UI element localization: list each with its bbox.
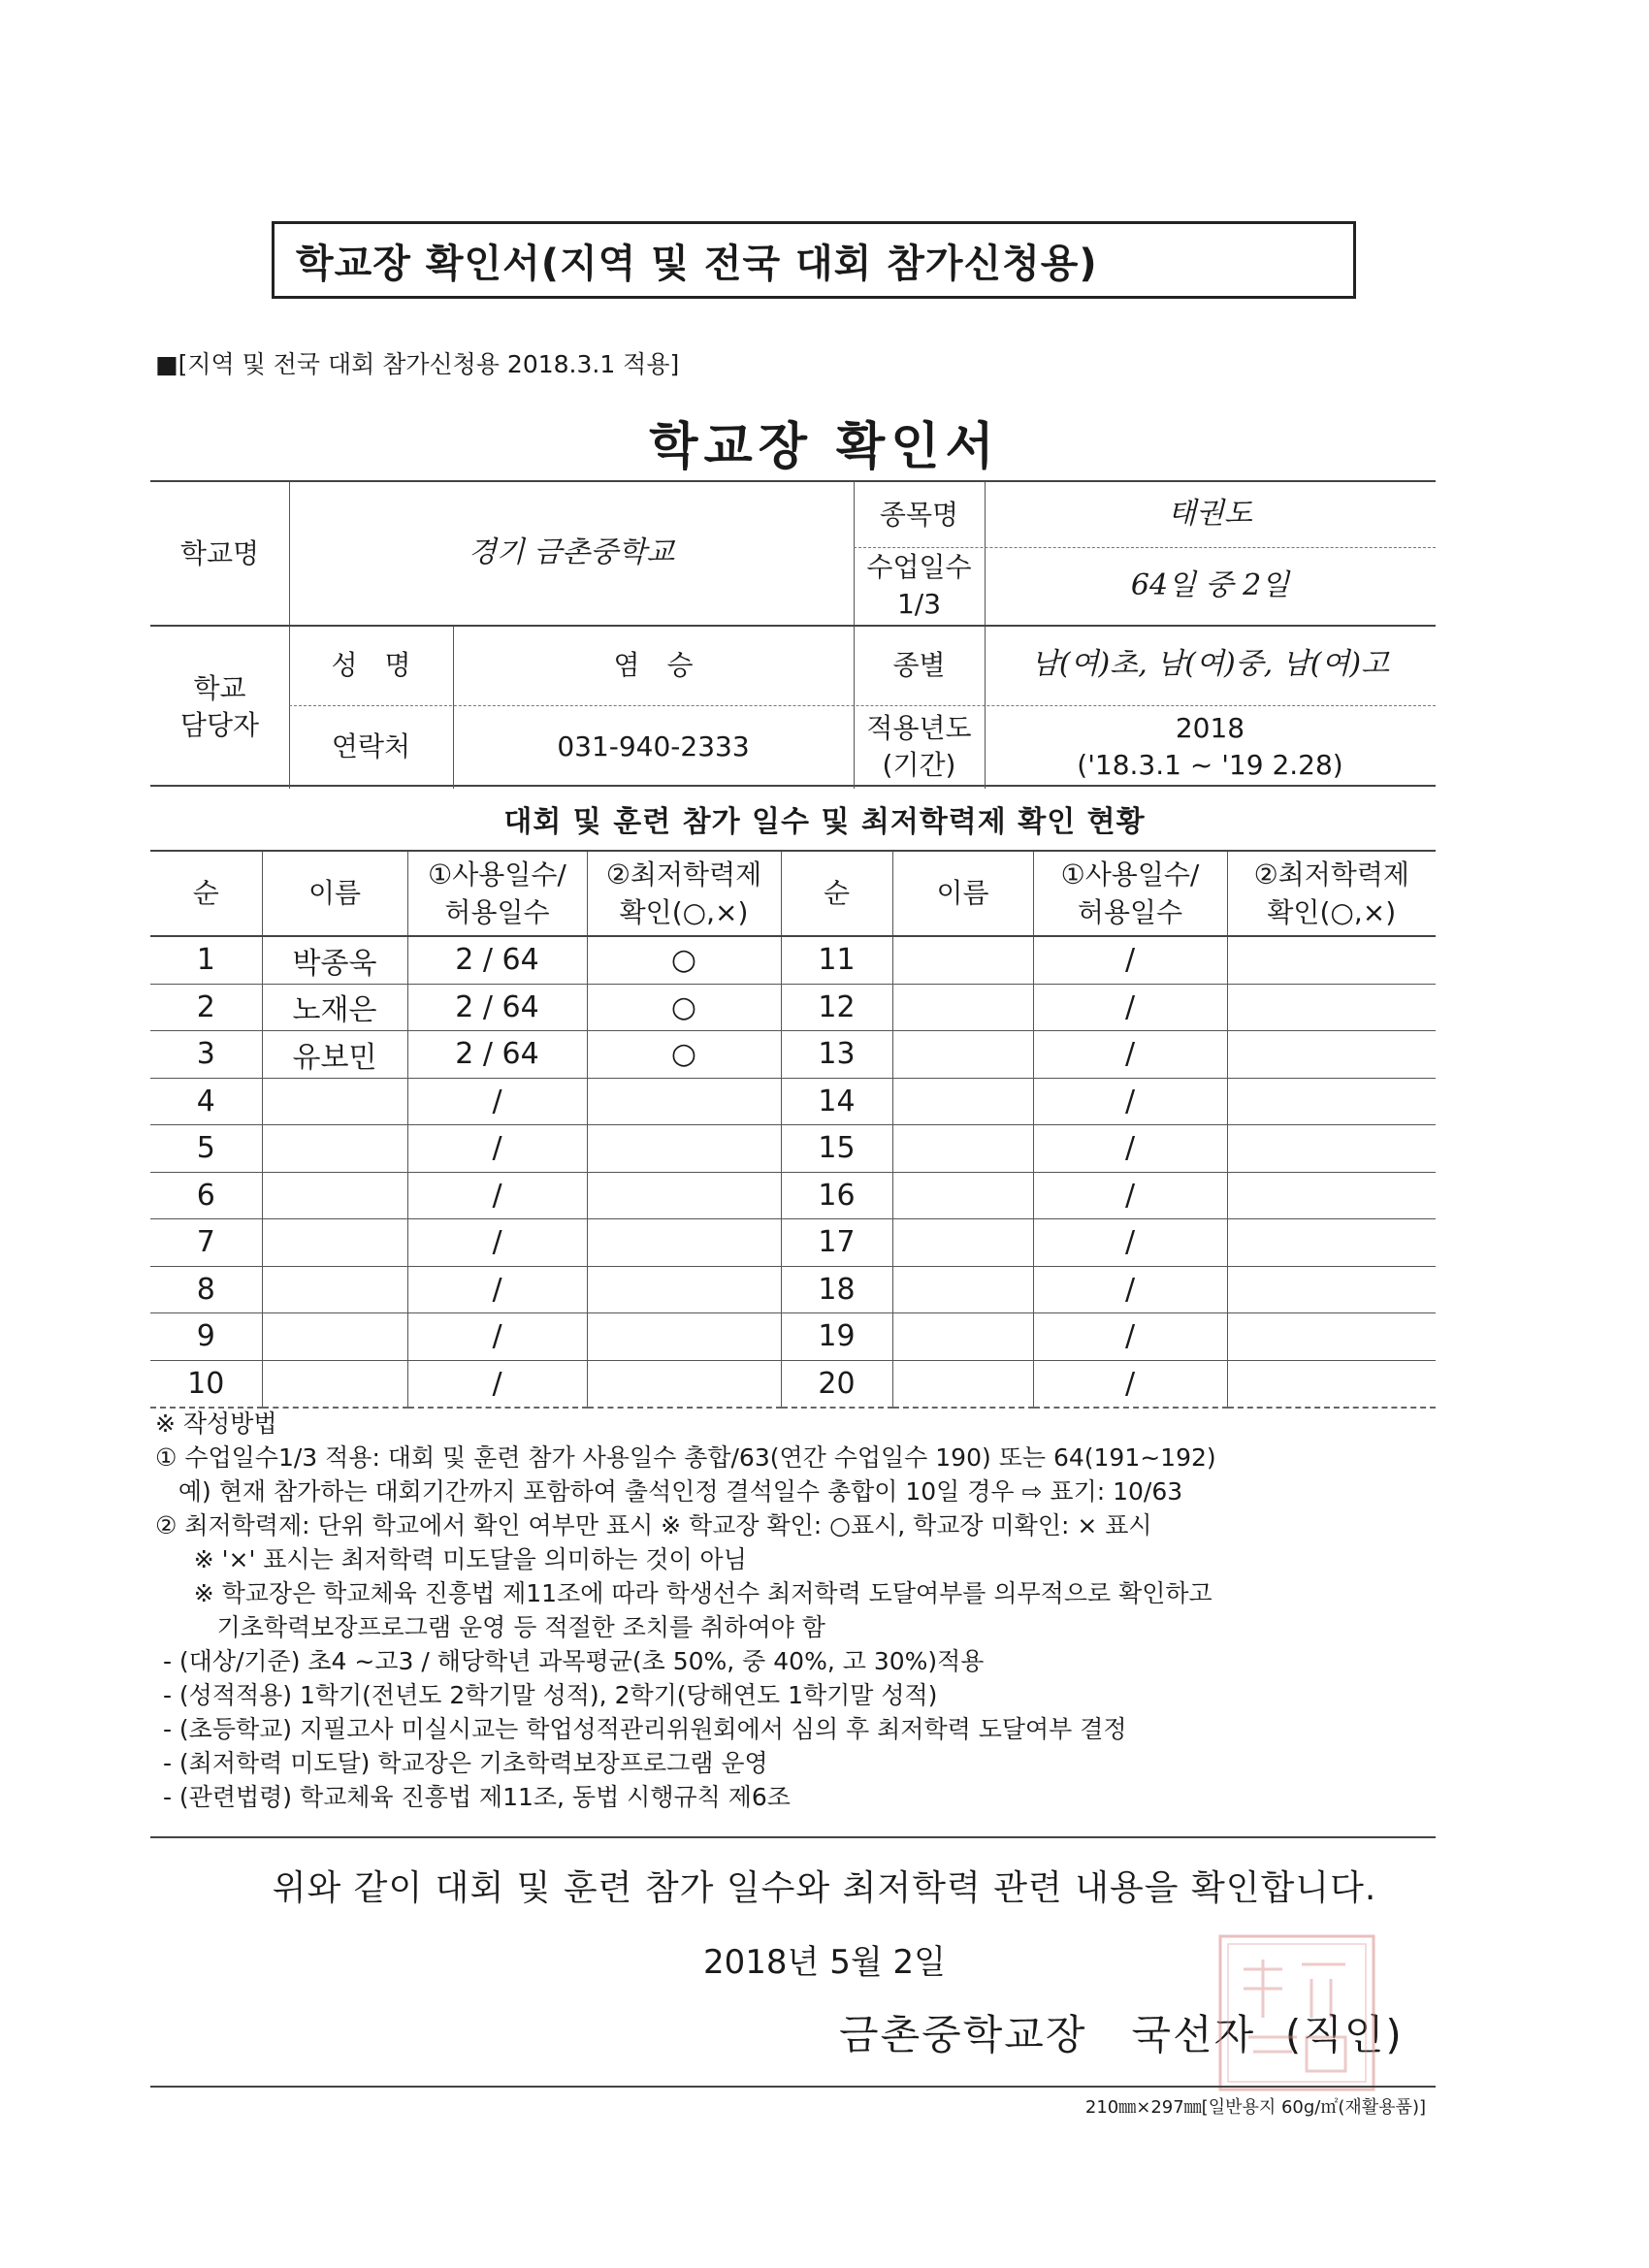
table-row <box>150 1219 1436 1267</box>
student-name <box>262 1266 407 1313</box>
note-line: 예) 현재 참가하는 대회기간까지 포함하여 출석인정 결석일수 총합이 10일 경우 ⇨ 표기: 10/63 <box>155 1477 1183 1506</box>
header-no: 순 <box>781 851 892 936</box>
gender-label: 종별 <box>892 648 946 681</box>
student-name: 유보민 <box>262 1031 407 1079</box>
main-title: 학교장 확인서 <box>649 418 1000 476</box>
row-number: 10 <box>150 1360 262 1408</box>
used-days: / <box>1033 1360 1227 1408</box>
used-days: / <box>1033 1266 1227 1313</box>
header-no: 순 <box>150 851 262 936</box>
note-line: ※ '×' 표시는 최저학력 미도달을 의미하는 것이 아님 <box>155 1545 747 1573</box>
student-name <box>892 1031 1033 1079</box>
row-number: 5 <box>150 1125 262 1173</box>
header-check-line2: 확인(○,×) <box>619 896 749 928</box>
header-used <box>407 851 587 936</box>
note-line: - (성적적용) 1학기(전년도 2학기말 성적), 2학기(당해연도 1학기말 성적) <box>155 1681 938 1709</box>
check-mark <box>1227 984 1436 1031</box>
check-mark <box>1227 1125 1436 1173</box>
student-name <box>262 1172 407 1219</box>
check-mark <box>1227 1266 1436 1313</box>
row-number: 1 <box>150 936 262 984</box>
check-mark <box>1227 1219 1436 1267</box>
year-label-line2: (기간) <box>882 749 956 781</box>
year-value-period: ('18.3.1 ~ '19 2.28) <box>1077 749 1343 781</box>
row-number: 20 <box>781 1360 892 1408</box>
student-name <box>262 1313 407 1361</box>
row-number: 13 <box>781 1031 892 1079</box>
header-name: 이름 <box>892 851 1033 936</box>
check-mark <box>587 1172 781 1219</box>
used-days: 2 / 64 <box>407 936 587 984</box>
manager-label-line2: 담당자 <box>179 708 260 741</box>
row-number: 11 <box>781 936 892 984</box>
manager-label-line1: 학교 <box>193 671 246 704</box>
days-label <box>854 547 985 625</box>
note-line: 기초학력보장프로그램 운영 등 적절한 조치를 취하여야 함 <box>155 1613 825 1641</box>
table-row <box>150 1313 1436 1361</box>
used-days: / <box>1033 1219 1227 1267</box>
row-number: 9 <box>150 1313 262 1361</box>
check-mark <box>587 1313 781 1361</box>
info-table <box>150 480 1436 787</box>
name-label: 성 명 <box>331 648 411 681</box>
contact-value: 031-940-2333 <box>557 730 750 763</box>
check-mark: ○ <box>587 984 781 1031</box>
used-days: / <box>1033 1078 1227 1125</box>
note-line: ② 최저학력제: 단위 학교에서 확인 여부만 표시 ※ 학교장 확인: ○표시, 학교장 미확인: × 표시 <box>155 1511 1152 1539</box>
table-title: 대회 및 훈련 참가 일수 및 최저학력제 확인 현황 <box>503 805 1146 839</box>
signer-line: 금촌중학교장 국선자 (직인) <box>839 2011 1404 2058</box>
table-row <box>150 1266 1436 1313</box>
check-mark: ○ <box>587 1031 781 1079</box>
check-mark: ○ <box>587 936 781 984</box>
note-line: ① 수업일수1/3 적용: 대회 및 훈련 참가 사용일수 총합/63(연간 수업일수 190) 또는 64(191~192) <box>155 1443 1216 1472</box>
row-number: 15 <box>781 1125 892 1173</box>
student-name <box>262 1078 407 1125</box>
form-subtitle: ■[지역 및 전국 대회 참가신청용 2018.3.1 적용] <box>155 350 680 378</box>
days-value: 64일 중 2일 <box>1130 567 1290 602</box>
row-number: 18 <box>781 1266 892 1313</box>
check-mark <box>1227 1313 1436 1361</box>
row-number: 4 <box>150 1078 262 1125</box>
header-check-line1: ②최저학력제 <box>1253 858 1409 891</box>
note-line: ※ 학교장은 학교체육 진흥법 제11조에 따라 학생선수 최저학력 도달여부를 의무적으로 확인하고 <box>155 1579 1212 1607</box>
student-name <box>892 1313 1033 1361</box>
used-days: / <box>407 1219 587 1267</box>
check-mark <box>1227 936 1436 984</box>
row-number: 14 <box>781 1078 892 1125</box>
table-row <box>150 1078 1436 1125</box>
header-used-line2: 허용일수 <box>444 896 550 928</box>
check-mark <box>1227 1031 1436 1079</box>
student-name <box>262 1360 407 1408</box>
year-value-year: 2018 <box>1175 712 1245 745</box>
row-number: 2 <box>150 984 262 1031</box>
name-value: 염 승 <box>613 648 694 681</box>
used-days: 2 / 64 <box>407 1031 587 1079</box>
student-name <box>892 1125 1033 1173</box>
issue-date: 2018년 5월 2일 <box>703 1943 946 1982</box>
student-name <box>892 1219 1033 1267</box>
check-mark <box>587 1266 781 1313</box>
header-check <box>1227 851 1436 936</box>
row-number: 7 <box>150 1219 262 1267</box>
used-days: / <box>407 1313 587 1361</box>
table-row <box>150 1172 1436 1219</box>
header-check <box>587 851 781 936</box>
student-name <box>892 1266 1033 1313</box>
event-label: 종목명 <box>879 498 959 531</box>
note-line: - (대상/기준) 초4 ~고3 / 해당학년 과목평균(초 50%, 중 40%, 고 30%)적용 <box>155 1647 985 1675</box>
header-name: 이름 <box>262 851 407 936</box>
header-check-line2: 확인(○,×) <box>1267 896 1397 928</box>
check-mark <box>587 1219 781 1267</box>
school-label: 학교명 <box>179 536 260 569</box>
used-days: / <box>407 1266 587 1313</box>
header-used-line1: ①사용일수/ <box>1060 858 1200 891</box>
footer-divider <box>150 2086 1436 2088</box>
note-line: ※ 작성방법 <box>155 1409 277 1438</box>
table-row <box>150 984 1436 1031</box>
row-number: 17 <box>781 1219 892 1267</box>
table-row <box>150 936 1436 984</box>
header-used-line2: 허용일수 <box>1077 896 1183 928</box>
row-number: 12 <box>781 984 892 1031</box>
event-value: 태권도 <box>1168 497 1252 532</box>
used-days: 2 / 64 <box>407 984 587 1031</box>
student-name <box>262 1125 407 1173</box>
used-days: / <box>407 1125 587 1173</box>
note-line: - (관련법령) 학교체육 진흥법 제11조, 동법 시행규칙 제6조 <box>155 1783 791 1811</box>
student-name <box>892 1360 1033 1408</box>
year-label <box>854 705 985 789</box>
note-line: - (최저학력 미도달) 학교장은 기초학력보장프로그램 운영 <box>155 1749 768 1777</box>
student-name <box>892 1172 1033 1219</box>
contact-label: 연락처 <box>331 730 411 763</box>
row-number: 19 <box>781 1313 892 1361</box>
official-seal-stamp <box>1214 1930 1379 2095</box>
check-mark <box>587 1078 781 1125</box>
table-row <box>150 1360 1436 1408</box>
used-days: / <box>407 1172 587 1219</box>
used-days: / <box>407 1078 587 1125</box>
used-days: / <box>1033 1031 1227 1079</box>
confirmation-statement: 위와 같이 대회 및 훈련 참가 일수와 최저학력 관련 내용을 확인합니다. <box>272 1868 1377 1908</box>
year-value <box>985 705 1436 789</box>
check-mark <box>1227 1078 1436 1125</box>
used-days: / <box>1033 984 1227 1031</box>
table-row <box>150 1031 1436 1079</box>
participation-table <box>150 850 1436 1409</box>
student-name <box>892 936 1033 984</box>
notes-section <box>155 1407 1445 1814</box>
document-title: 학교장 확인서(지역 및 전국 대회 참가신청용) <box>272 221 1356 299</box>
used-days: / <box>1033 936 1227 984</box>
school-value: 경기 금촌중학교 <box>468 535 675 570</box>
header-used <box>1033 851 1227 936</box>
check-mark <box>587 1125 781 1173</box>
row-number: 16 <box>781 1172 892 1219</box>
check-mark <box>1227 1360 1436 1408</box>
student-name: 노재은 <box>262 984 407 1031</box>
table-row <box>150 1125 1436 1173</box>
paper-spec-footer: 210㎜×297㎜[일반용지 60g/㎡(재활용품)] <box>1084 2097 1426 2118</box>
days-label-line1: 수업일수 <box>866 551 972 584</box>
used-days: / <box>1033 1313 1227 1361</box>
student-name <box>262 1219 407 1267</box>
notes-divider <box>150 1836 1436 1838</box>
used-days: / <box>1033 1125 1227 1173</box>
used-days: / <box>407 1360 587 1408</box>
student-name <box>892 984 1033 1031</box>
used-days: / <box>1033 1172 1227 1219</box>
note-line: - (초등학교) 지필고사 미실시교는 학업성적관리위원회에서 심의 후 최저학력 도달여부 결정 <box>155 1715 1127 1743</box>
row-number: 6 <box>150 1172 262 1219</box>
manager-label <box>150 625 289 789</box>
gender-value: 남(여)초, 남(여)중, 남(여)고 <box>1030 647 1390 682</box>
header-used-line1: ①사용일수/ <box>428 858 566 891</box>
check-mark <box>587 1360 781 1408</box>
check-mark <box>1227 1172 1436 1219</box>
table-header-row <box>150 851 1436 936</box>
year-label-line1: 적용년도 <box>866 712 972 745</box>
days-label-line2: 1/3 <box>896 588 942 620</box>
row-number: 3 <box>150 1031 262 1079</box>
student-name <box>892 1078 1033 1125</box>
row-number: 8 <box>150 1266 262 1313</box>
student-name: 박종욱 <box>262 936 407 984</box>
header-check-line1: ②최저학력제 <box>605 858 762 891</box>
